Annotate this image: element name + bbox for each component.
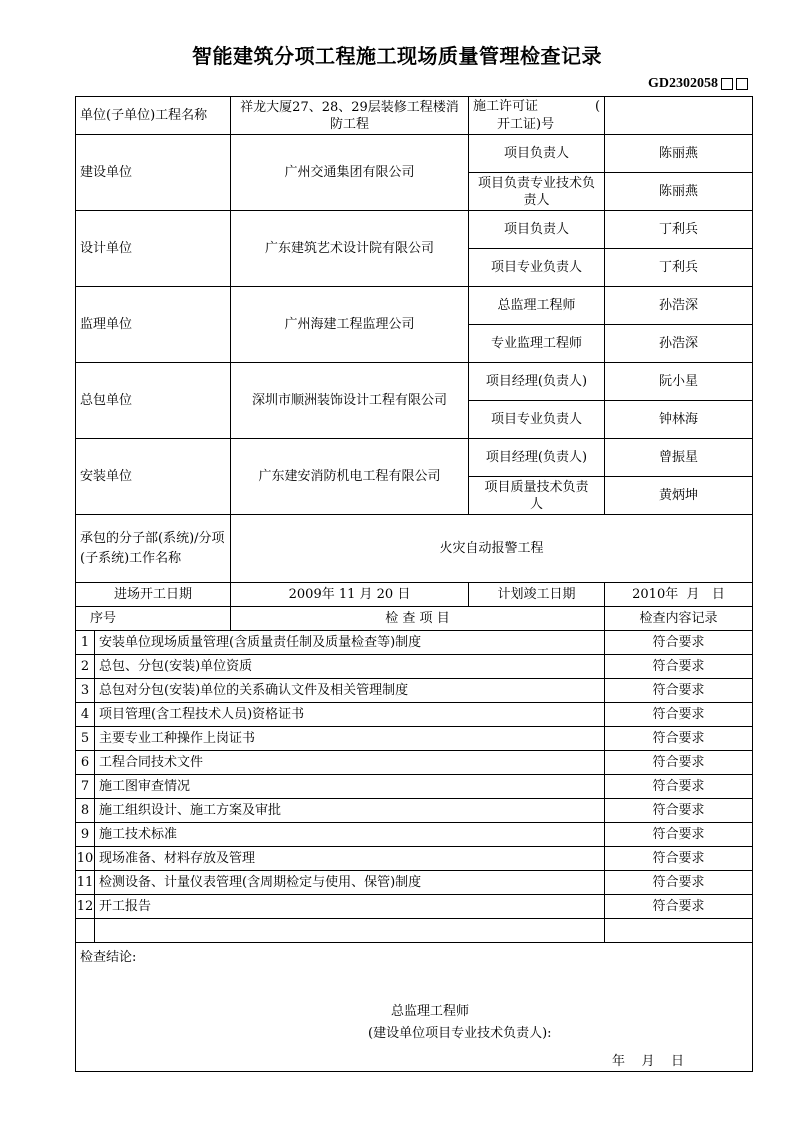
unit-person: 丁利兵 [605,249,753,287]
item-header: 检 查 项 目 [231,607,605,631]
subcontract-value: 火灾自动报警工程 [231,515,753,583]
item-text: 检测设备、计量仪表管理(含周期检定与使用、保管)制度 [95,871,605,895]
item-number: 5 [76,727,95,751]
unit-name: 广东建安消防机电工程有限公司 [231,439,469,515]
permit-value [605,97,753,135]
checkbox-icon [721,78,733,90]
item-text: 施工技术标准 [95,823,605,847]
signature-subtitle: (建设单位项目专业技术负责人): [368,1026,552,1041]
item-text: 安装单位现场质量管理(含质量责任制及质量检查等)制度 [95,631,605,655]
quality-check-table [75,96,753,1072]
item-result: 符合要求 [605,799,753,823]
project-name-value: 祥龙大厦27、28、29层装修工程楼消防工程 [231,97,469,135]
item-text: 工程合同技术文件 [95,751,605,775]
start-date-value: 2009年 11 月 20 日 [231,583,469,607]
unit-name: 广州海建工程监理公司 [231,287,469,363]
item-text: 项目管理(含工程技术人员)资格证书 [95,703,605,727]
unit-role: 项目专业负责人 [469,249,605,287]
unit-role: 项目专业负责人 [469,401,605,439]
item-result: 符合要求 [605,727,753,751]
unit-person: 陈丽燕 [605,173,753,211]
item-number: 10 [76,847,95,871]
project-name-label: 单位(子单位)工程名称 [76,97,231,135]
item-number: 12 [76,895,95,919]
unit-role: 项目负责专业技术负责人 [469,173,605,211]
unit-label: 监理单位 [76,287,231,363]
item-result: 符合要求 [605,751,753,775]
item-number: 11 [76,871,95,895]
item-result: 符合要求 [605,895,753,919]
unit-person: 阮小星 [605,363,753,401]
item-result: 符合要求 [605,823,753,847]
signature-date: 年 月 日 [612,1054,685,1069]
subcontract-label: 承包的分子部(系统)/分项(子系统)工作名称 [76,515,231,583]
unit-label: 安装单位 [76,439,231,515]
item-text [95,919,605,943]
form-code [648,76,748,92]
unit-name: 广东建筑艺术设计院有限公司 [231,211,469,287]
item-text: 主要专业工种操作上岗证书 [95,727,605,751]
item-text: 总包对分包(安装)单位的关系确认文件及相关管理制度 [95,679,605,703]
item-number: 8 [76,799,95,823]
item-text: 总包、分包(安装)单位资质 [95,655,605,679]
item-number: 1 [76,631,95,655]
item-number: 6 [76,751,95,775]
finish-date-value: 2010年 月 日 [605,583,753,607]
unit-person: 丁利兵 [605,211,753,249]
record-header: 检查内容记录 [605,607,753,631]
item-result: 符合要求 [605,655,753,679]
item-result: 符合要求 [605,679,753,703]
permit-label-1: 施工许可证 [473,98,539,114]
item-result: 符合要求 [605,847,753,871]
unit-person: 钟林海 [605,401,753,439]
item-result: 符合要求 [605,631,753,655]
unit-role: 项目经理(负责人) [469,439,605,477]
checkbox-icon [736,78,748,90]
unit-role: 总监理工程师 [469,287,605,325]
item-number [76,919,95,943]
unit-person: 黄炳坤 [605,477,753,515]
form-code-text: GD2302058 [648,76,718,91]
unit-person: 曾振星 [605,439,753,477]
permit-label-2: 开工证)号 [497,116,555,132]
item-text: 施工图审查情况 [95,775,605,799]
item-result: 符合要求 [605,775,753,799]
unit-person: 孙浩深 [605,287,753,325]
item-number: 9 [76,823,95,847]
finish-date-label: 计划竣工日期 [469,583,605,607]
unit-role: 项目负责人 [469,211,605,249]
seq-header-text: 序号 [90,611,117,626]
permit-label [469,97,605,135]
unit-label: 设计单位 [76,211,231,287]
unit-role: 项目负责人 [469,135,605,173]
unit-role: 专业监理工程师 [469,325,605,363]
unit-person: 陈丽燕 [605,135,753,173]
item-result [605,919,753,943]
conclusion-cell [76,943,753,1072]
signature-title: 总监理工程师 [391,1004,470,1019]
item-result: 符合要求 [605,703,753,727]
page-title: 智能建筑分项工程施工现场质量管理检查记录 [192,44,602,68]
unit-label: 建设单位 [76,135,231,211]
seq-header [76,607,231,631]
item-number: 7 [76,775,95,799]
unit-name: 深圳市顺洲装饰设计工程有限公司 [231,363,469,439]
item-number: 3 [76,679,95,703]
item-text: 开工报告 [95,895,605,919]
unit-role: 项目质量技术负责人 [469,477,605,515]
item-text: 施工组织设计、施工方案及审批 [95,799,605,823]
item-number: 2 [76,655,95,679]
unit-label: 总包单位 [76,363,231,439]
item-result: 符合要求 [605,871,753,895]
start-date-label: 进场开工日期 [76,583,231,607]
unit-person: 孙浩深 [605,325,753,363]
unit-role: 项目经理(负责人) [469,363,605,401]
conclusion-label: 检查结论: [80,950,137,965]
permit-label-paren: ( [594,98,601,114]
item-number: 4 [76,703,95,727]
item-text: 现场准备、材料存放及管理 [95,847,605,871]
unit-name: 广州交通集团有限公司 [231,135,469,211]
